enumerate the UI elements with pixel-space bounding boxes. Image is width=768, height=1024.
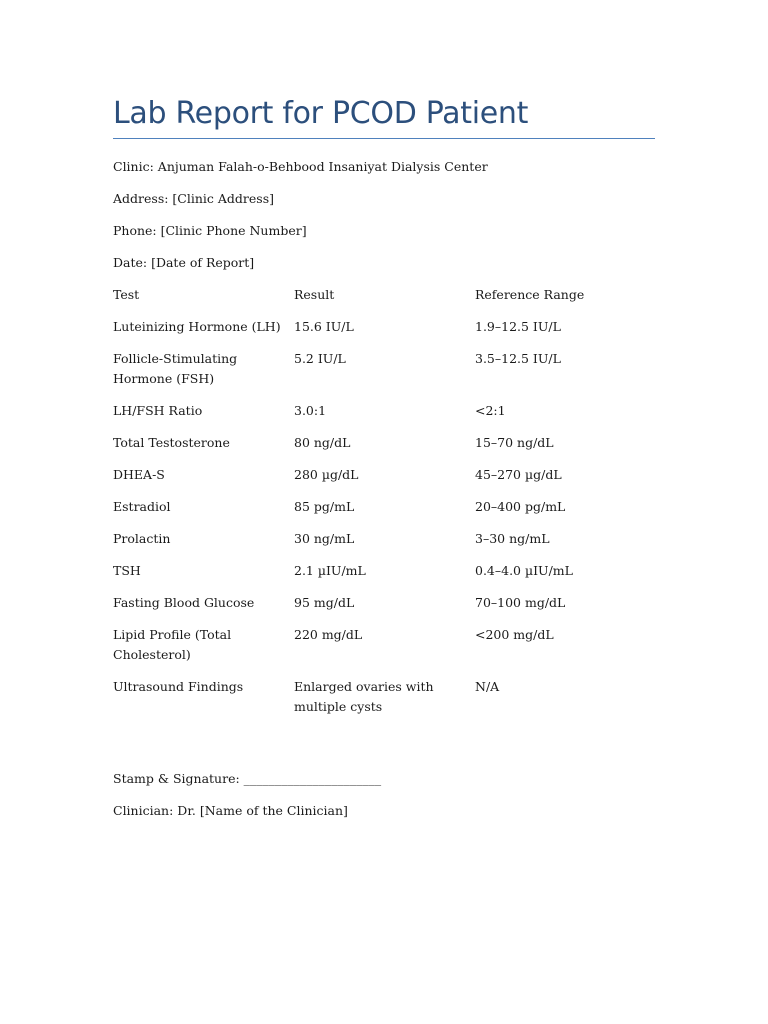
test-result: 280 µg/dL	[294, 467, 359, 482]
test-name: Lipid Profile (Total Cholesterol)	[113, 627, 232, 662]
results-table	[113, 285, 655, 729]
test-name: DHEA-S	[113, 467, 165, 482]
clinic-phone: Phone: [Clinic Phone Number]	[113, 223, 307, 238]
test-reference: 3–30 ng/mL	[475, 531, 550, 546]
table-row	[113, 593, 655, 625]
test-reference: N/A	[475, 679, 500, 694]
table-row	[113, 677, 655, 729]
test-name: Prolactin	[113, 531, 171, 546]
test-name: Ultrasound Findings	[113, 679, 244, 694]
table-row	[113, 561, 655, 593]
test-result: 80 ng/dL	[294, 435, 351, 450]
clinic-address: Address: [Clinic Address]	[113, 191, 274, 206]
test-reference: 0.4–4.0 µIU/mL	[475, 563, 573, 578]
test-name: Fasting Blood Glucose	[113, 595, 255, 610]
stamp-signature-line: Stamp & Signature: ______________________	[113, 771, 382, 786]
table-row	[113, 317, 655, 349]
report-date: Date: [Date of Report]	[113, 255, 255, 270]
test-name: Luteinizing Hormone (LH)	[113, 319, 281, 334]
test-reference: 45–270 µg/dL	[475, 467, 562, 482]
clinic-info	[113, 157, 655, 273]
table-row	[113, 625, 655, 677]
test-reference: 15–70 ng/dL	[475, 435, 554, 450]
test-name: TSH	[113, 563, 141, 578]
test-name: Follicle-Stimulating Hormone (FSH)	[113, 351, 238, 386]
test-reference: <200 mg/dL	[475, 627, 554, 642]
title-underline	[113, 138, 655, 139]
test-result: 15.6 IU/L	[294, 319, 354, 334]
test-reference: 70–100 mg/dL	[475, 595, 566, 610]
header-reference-range: Reference Range	[475, 287, 585, 302]
page-title: Lab Report for PCOD Patient	[113, 96, 529, 131]
test-result: 220 mg/dL	[294, 627, 363, 642]
clinic-name: Clinic: Anjuman Falah-o-Behbood Insaniyat Dialysis Center	[113, 159, 488, 174]
table-row	[113, 465, 655, 497]
table-row	[113, 433, 655, 465]
test-result: 85 pg/mL	[294, 499, 355, 514]
test-result: 3.0:1	[294, 403, 327, 418]
clinician-name: Clinician: Dr. [Name of the Clinician]	[113, 803, 348, 818]
test-reference: 20–400 pg/mL	[475, 499, 566, 514]
table-row	[113, 349, 655, 401]
test-result: 5.2 IU/L	[294, 351, 346, 366]
header-test: Test	[113, 287, 140, 302]
test-name: Estradiol	[113, 499, 171, 514]
table-row	[113, 497, 655, 529]
test-reference: 1.9–12.5 IU/L	[475, 319, 561, 334]
signoff-section	[113, 769, 655, 821]
table-row	[113, 401, 655, 433]
header-result: Result	[294, 287, 335, 302]
test-result: Enlarged ovaries with multiple cysts	[294, 679, 434, 714]
table-header-row	[113, 285, 655, 317]
test-name: LH/FSH Ratio	[113, 403, 203, 418]
test-reference: <2:1	[475, 403, 506, 418]
report-page	[113, 94, 655, 833]
test-result: 95 mg/dL	[294, 595, 355, 610]
test-reference: 3.5–12.5 IU/L	[475, 351, 561, 366]
table-row	[113, 529, 655, 561]
test-result: 30 ng/mL	[294, 531, 355, 546]
test-name: Total Testosterone	[113, 435, 230, 450]
test-result: 2.1 µIU/mL	[294, 563, 366, 578]
